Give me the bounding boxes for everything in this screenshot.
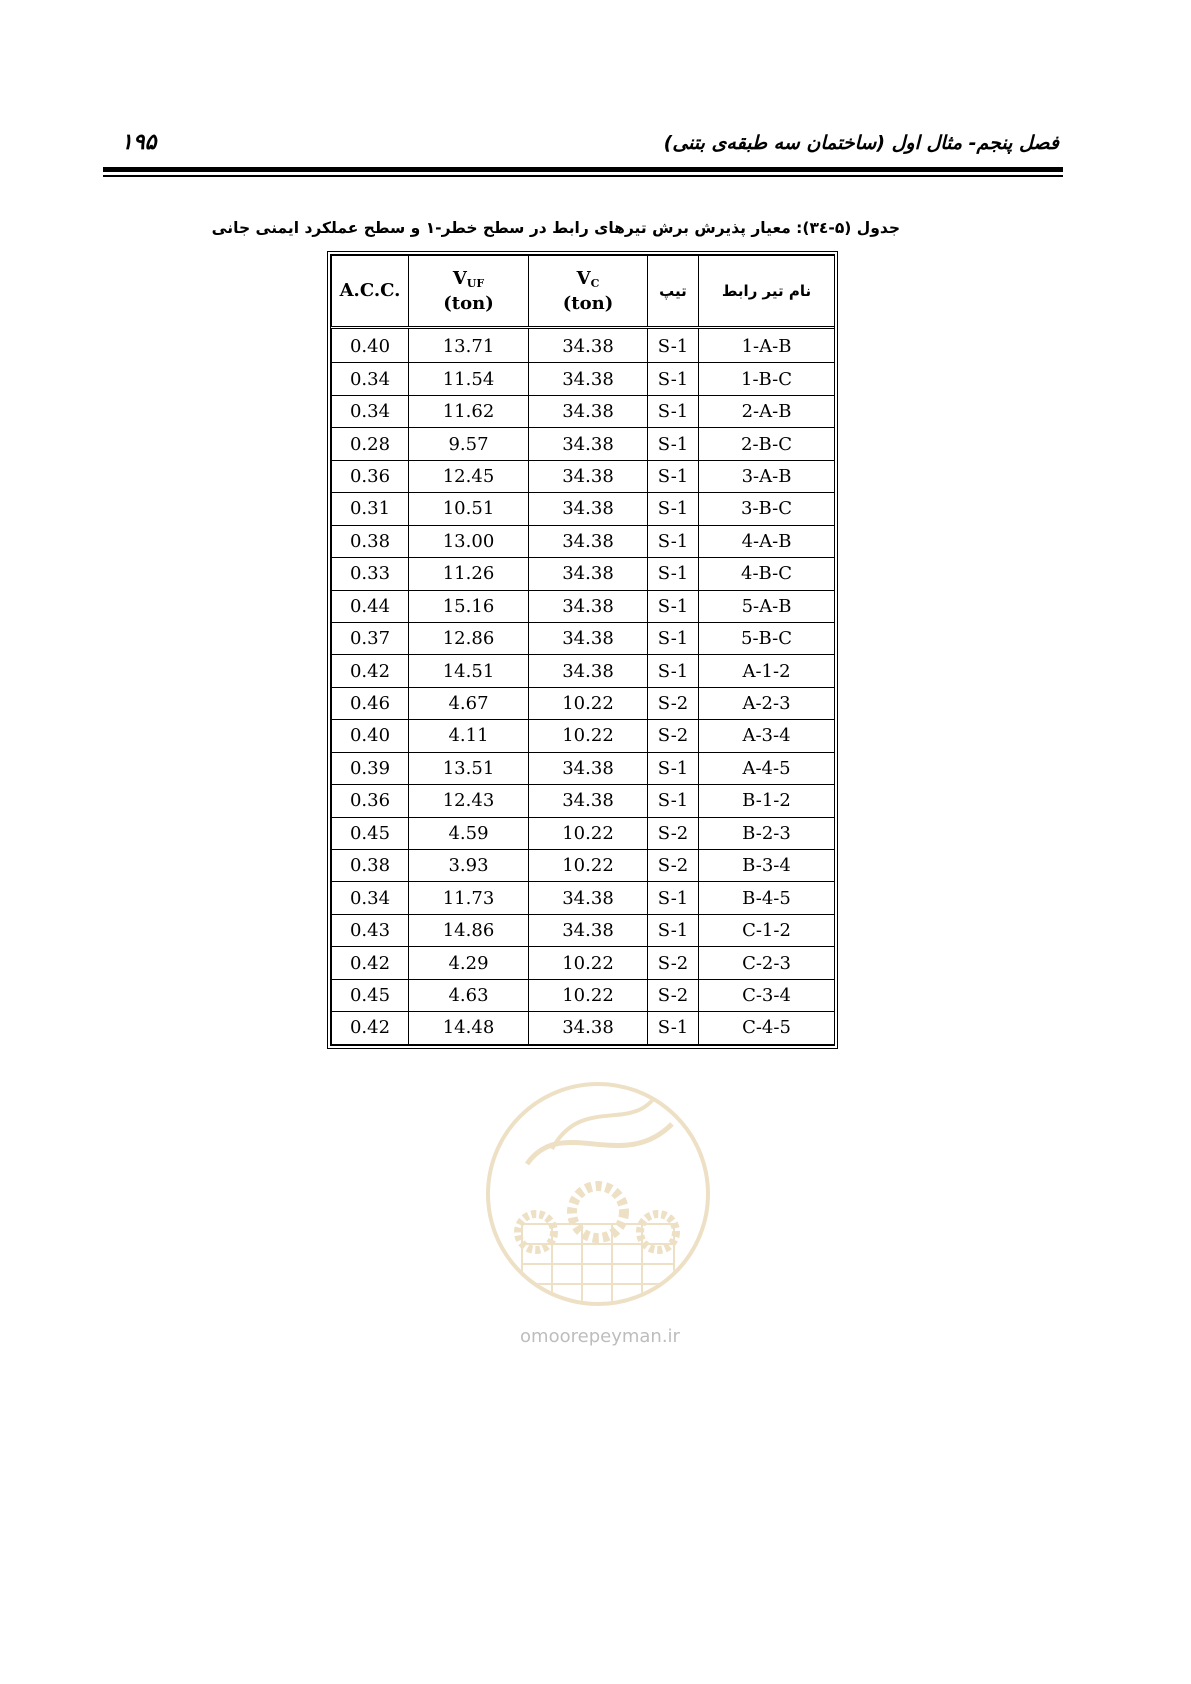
cell-vc: 34.38 [529, 460, 648, 492]
cell-vc: 34.38 [529, 622, 648, 654]
cell-vuf: 13.71 [409, 328, 529, 363]
cell-acc: 0.34 [332, 395, 409, 427]
cell-acc: 0.31 [332, 493, 409, 525]
cell-acc: 0.36 [332, 460, 409, 492]
cell-acc: 0.45 [332, 817, 409, 849]
cell-vuf: 4.67 [409, 687, 529, 719]
page-number: ۱۹۵ [121, 130, 157, 155]
cell-vuf: 12.45 [409, 460, 529, 492]
cell-name: 5-B-C [699, 622, 835, 654]
table-row [332, 914, 835, 946]
table-row [332, 655, 835, 687]
cell-type: S-1 [648, 1012, 699, 1044]
cell-acc: 0.38 [332, 525, 409, 557]
cell-name: C-2-3 [699, 947, 835, 979]
cell-type: S-2 [648, 979, 699, 1011]
cell-name: 3-B-C [699, 493, 835, 525]
cell-acc: 0.46 [332, 687, 409, 719]
cell-vc: 34.38 [529, 590, 648, 622]
table-row [332, 428, 835, 460]
cell-vuf: 13.51 [409, 752, 529, 784]
table-row [332, 720, 835, 752]
cell-type: S-1 [648, 914, 699, 946]
cell-vc: 10.22 [529, 720, 648, 752]
header-rule-thick [103, 167, 1063, 172]
cell-vuf: 11.54 [409, 363, 529, 395]
cell-name: 2-A-B [699, 395, 835, 427]
header-vc-unit: (ton) [562, 293, 614, 315]
cell-vc: 34.38 [529, 1012, 648, 1044]
cell-name: 4-A-B [699, 525, 835, 557]
cell-name: A-4-5 [699, 752, 835, 784]
cell-name: 1-A-B [699, 328, 835, 363]
cell-acc: 0.42 [332, 947, 409, 979]
cell-name: B-2-3 [699, 817, 835, 849]
cell-vuf: 10.51 [409, 493, 529, 525]
cell-acc: 0.40 [332, 328, 409, 363]
data-table-frame [327, 251, 838, 1049]
cell-vc: 34.38 [529, 752, 648, 784]
header-vuf-symbol: V [452, 267, 467, 289]
table-row [332, 525, 835, 557]
cell-type: S-1 [648, 752, 699, 784]
cell-name: B-3-4 [699, 850, 835, 882]
table-row [332, 979, 835, 1011]
table-row [332, 1012, 835, 1044]
cell-vuf: 9.57 [409, 428, 529, 460]
header-vc [529, 256, 648, 328]
cell-vuf: 4.59 [409, 817, 529, 849]
cell-vc: 10.22 [529, 947, 648, 979]
cell-vc: 10.22 [529, 817, 648, 849]
cell-vc: 34.38 [529, 525, 648, 557]
cell-type: S-1 [648, 328, 699, 363]
cell-name: B-1-2 [699, 785, 835, 817]
cell-acc: 0.42 [332, 1012, 409, 1044]
cell-vc: 10.22 [529, 979, 648, 1011]
watermark-seal-icon [482, 1054, 714, 1346]
cell-name: A-1-2 [699, 655, 835, 687]
cell-name: 4-B-C [699, 558, 835, 590]
cell-acc: 0.45 [332, 979, 409, 1011]
cell-vuf: 14.48 [409, 1012, 529, 1044]
cell-acc: 0.37 [332, 622, 409, 654]
cell-vc: 34.38 [529, 882, 648, 914]
cell-type: S-1 [648, 525, 699, 557]
data-table [331, 255, 835, 1045]
table-row [332, 622, 835, 654]
cell-type: S-2 [648, 947, 699, 979]
cell-vuf: 15.16 [409, 590, 529, 622]
table-body [332, 328, 835, 1045]
header-vuf-subscript: UF [466, 276, 485, 290]
table-row [332, 850, 835, 882]
cell-vc: 34.38 [529, 328, 648, 363]
cell-vuf: 3.93 [409, 850, 529, 882]
table-row [332, 395, 835, 427]
header-type: تیپ [648, 256, 699, 328]
cell-acc: 0.33 [332, 558, 409, 590]
cell-type: S-1 [648, 428, 699, 460]
cell-acc: 0.34 [332, 882, 409, 914]
cell-acc: 0.34 [332, 363, 409, 395]
table-header-row [332, 256, 835, 328]
header-vc-subscript: C [590, 276, 600, 290]
header-name: نام تیر رابط [699, 256, 835, 328]
cell-type: S-1 [648, 785, 699, 817]
cell-type: S-2 [648, 817, 699, 849]
header-acc: A.C.C. [332, 256, 409, 328]
cell-type: S-1 [648, 590, 699, 622]
cell-name: A-2-3 [699, 687, 835, 719]
cell-vc: 34.38 [529, 395, 648, 427]
cell-name: B-4-5 [699, 882, 835, 914]
table-row [332, 460, 835, 492]
cell-vuf: 12.86 [409, 622, 529, 654]
cell-acc: 0.44 [332, 590, 409, 622]
cell-type: S-1 [648, 622, 699, 654]
table-row [332, 493, 835, 525]
table-caption: جدول (۵-۳٤): معیار پذیرش برش تیرهای رابط در سطح خطر-۱ و سطح عملکرد ایمنی جانی [211, 219, 900, 237]
cell-acc: 0.38 [332, 850, 409, 882]
cell-vc: 34.38 [529, 914, 648, 946]
cell-acc: 0.39 [332, 752, 409, 784]
cell-vuf: 14.86 [409, 914, 529, 946]
cell-name: A-3-4 [699, 720, 835, 752]
cell-type: S-1 [648, 493, 699, 525]
cell-type: S-2 [648, 720, 699, 752]
table-row [332, 687, 835, 719]
table-row [332, 817, 835, 849]
cell-type: S-1 [648, 882, 699, 914]
cell-vuf: 14.51 [409, 655, 529, 687]
cell-type: S-1 [648, 558, 699, 590]
table-row [332, 882, 835, 914]
cell-name: C-1-2 [699, 914, 835, 946]
table-row [332, 752, 835, 784]
cell-name: 1-B-C [699, 363, 835, 395]
table-row [332, 590, 835, 622]
table-row [332, 558, 835, 590]
cell-type: S-1 [648, 395, 699, 427]
cell-vc: 10.22 [529, 850, 648, 882]
cell-acc: 0.43 [332, 914, 409, 946]
cell-vuf: 11.62 [409, 395, 529, 427]
header-vc-symbol: V [576, 267, 591, 289]
table-row [332, 947, 835, 979]
cell-vuf: 4.63 [409, 979, 529, 1011]
header-vuf [409, 256, 529, 328]
cell-vc: 34.38 [529, 785, 648, 817]
cell-vc: 34.38 [529, 493, 648, 525]
watermark-url: omoorepeyman.ir [520, 1326, 680, 1347]
cell-acc: 0.28 [332, 428, 409, 460]
cell-vuf: 12.43 [409, 785, 529, 817]
cell-name: C-4-5 [699, 1012, 835, 1044]
header-vuf-unit: (ton) [443, 293, 494, 315]
cell-vuf: 4.11 [409, 720, 529, 752]
cell-vc: 34.38 [529, 428, 648, 460]
cell-type: S-2 [648, 687, 699, 719]
cell-type: S-1 [648, 655, 699, 687]
header-rule-thin [103, 175, 1063, 177]
table-row [332, 328, 835, 363]
table-row [332, 785, 835, 817]
cell-vuf: 11.73 [409, 882, 529, 914]
cell-vc: 34.38 [529, 558, 648, 590]
cell-type: S-2 [648, 850, 699, 882]
cell-acc: 0.42 [332, 655, 409, 687]
cell-name: 5-A-B [699, 590, 835, 622]
cell-name: C-3-4 [699, 979, 835, 1011]
cell-type: S-1 [648, 363, 699, 395]
cell-vc: 34.38 [529, 363, 648, 395]
cell-acc: 0.36 [332, 785, 409, 817]
table-row [332, 363, 835, 395]
cell-name: 2-B-C [699, 428, 835, 460]
cell-vuf: 4.29 [409, 947, 529, 979]
cell-vc: 34.38 [529, 655, 648, 687]
chapter-title: فصل پنجم- مثال اول (ساختمان سه طبقه‌ی بتنی) [663, 132, 1059, 154]
cell-type: S-1 [648, 460, 699, 492]
cell-acc: 0.40 [332, 720, 409, 752]
cell-name: 3-A-B [699, 460, 835, 492]
cell-vuf: 13.00 [409, 525, 529, 557]
cell-vuf: 11.26 [409, 558, 529, 590]
cell-vc: 10.22 [529, 687, 648, 719]
